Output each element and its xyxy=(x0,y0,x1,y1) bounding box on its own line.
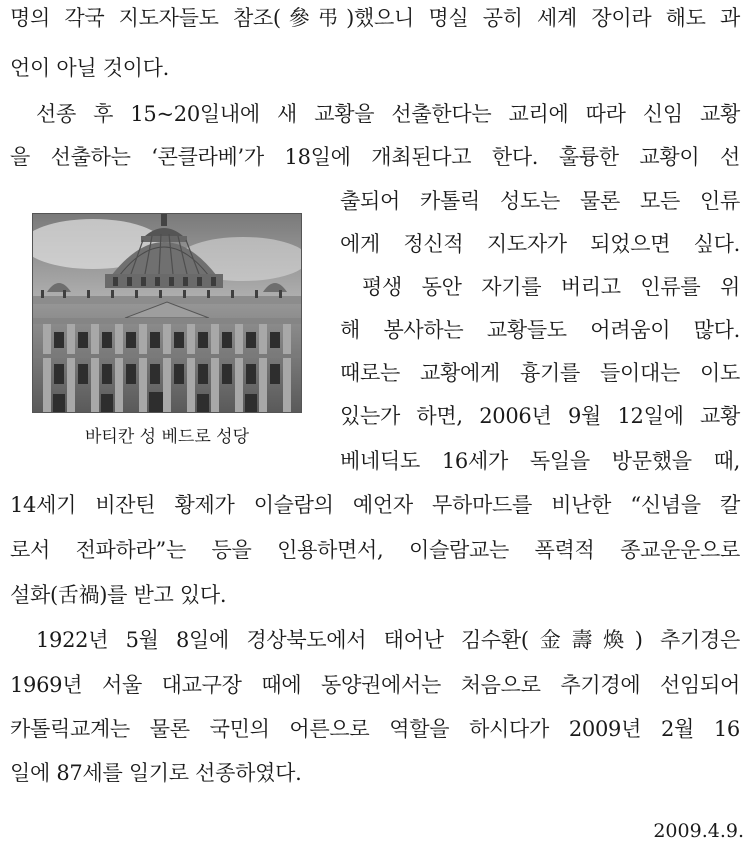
basilica-figure xyxy=(32,213,302,447)
text-line: 있는가 하면, 2006년 9월 12일에 교황 xyxy=(340,404,740,428)
text-line: 14세기 비잔틴 황제가 이슬람의 예언자 무하마드를 비난한 “신념을 칼 xyxy=(10,493,740,517)
text-line: 언이 아닐 것이다. xyxy=(10,56,170,80)
text-line: 카톨릭교계는 물론 국민의 어른으로 역할을 하시다가 2009년 2월 16 xyxy=(10,717,740,741)
text-line: 설화(舌禍)를 받고 있다. xyxy=(10,583,227,607)
text-line: 선종 후 15~20일내에 새 교황을 선출한다는 교리에 따라 신임 교황 xyxy=(36,102,740,126)
text-line: 평생 동안 자기를 버리고 인류를 위 xyxy=(362,275,740,299)
text-line: 을 선출하는 ‘콘클라베’가 18일에 개최된다고 한다. 훌륭한 교황이 선 xyxy=(10,145,740,169)
photo-caption: 바티칸 성 베드로 성당 xyxy=(84,427,249,447)
text-line: 베네딕도 16세가 독일을 방문했을 때, xyxy=(340,449,740,473)
text-line: 에게 정신적 지도자가 되었으면 싶다. xyxy=(340,232,740,256)
text-line: 1922년 5월 8일에 경상북도에서 태어난 김수환(金壽煥) 추기경은 xyxy=(36,628,740,652)
text-line: 일에 87세를 일기로 선종하였다. xyxy=(10,761,302,785)
text-line: 출되어 카톨릭 성도는 물론 모든 인류 xyxy=(340,189,740,213)
text-line: 로서 전파하라”는 등을 인용하면서, 이슬람교는 폭력적 종교운운으로 xyxy=(10,538,740,562)
text-line: 해 봉사하는 교황들도 어려움이 많다. xyxy=(340,318,740,342)
date-stamp: 2009.4.9. xyxy=(653,820,744,842)
text-line: 1969년 서울 대교구장 때에 동양권에서는 처음으로 추기경에 선임되어 xyxy=(10,673,740,697)
text-line: 명의 각국 지도자들도 참조(參弔)했으니 명실 공히 세계 장이라 해도 과 xyxy=(10,6,740,30)
text-line: 때로는 교황에게 흉기를 들이대는 이도 xyxy=(340,361,740,385)
basilica-photo xyxy=(32,213,302,413)
